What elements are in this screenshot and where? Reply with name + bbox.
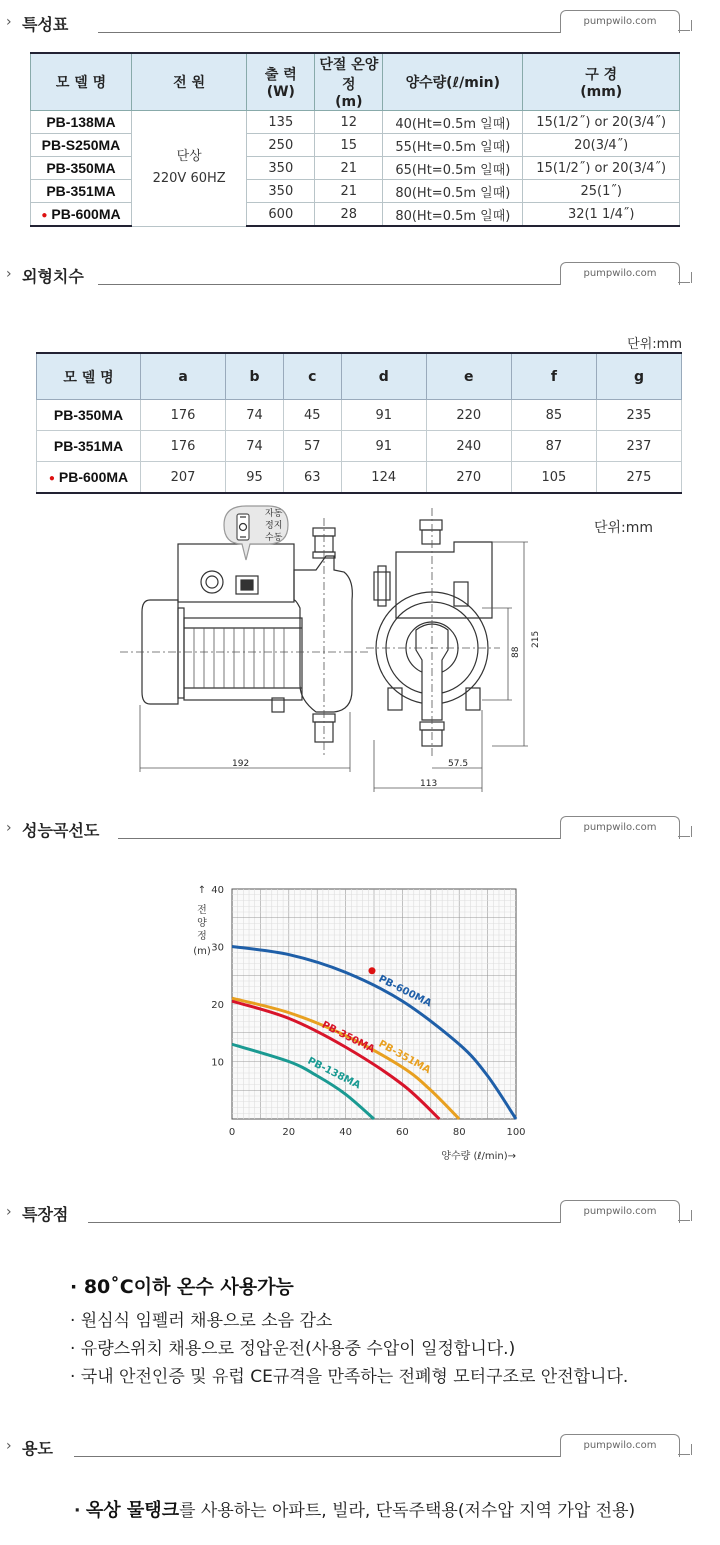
divider <box>88 1222 560 1223</box>
dim-192: 192 <box>232 759 250 769</box>
col-flow: 양수량(ℓ/min) <box>383 53 523 111</box>
table-row: ● PB-600MA 207 95 63 124 270 105 275 <box>37 462 682 494</box>
section-title: 특장점 <box>22 1205 69 1224</box>
y-tick-label: 10 <box>211 1057 224 1069</box>
spec-table <box>30 52 680 227</box>
usage-item: · 옥상 물탱크를 사용하는 아파트, 빌라, 단독주택용(저수압 지역 가압 전용) <box>74 1500 636 1521</box>
dim-113: 113 <box>420 779 438 789</box>
x-tick-label: 80 <box>452 1127 466 1138</box>
chart-grid <box>232 889 516 1119</box>
y-tick-label: 30 <box>211 942 224 954</box>
pump-drawing <box>120 500 560 800</box>
series-label: PB-600MA <box>376 973 434 1010</box>
chevron-right-icon: › <box>6 266 12 282</box>
feature-item: · 원심식 임펠러 채용으로 소음 감소 <box>70 1311 333 1331</box>
table-row: PB-350MA 176 74 45 91 220 85 235 <box>37 400 682 431</box>
y-axis-unit: (m) <box>193 946 211 957</box>
series-label: PB-138MA <box>305 1055 363 1092</box>
drawing-unit-label: 단위:mm <box>594 520 654 536</box>
performance-chart <box>180 875 540 1175</box>
y-axis-label: 전 <box>197 905 207 916</box>
feature-item: · 유량스위치 채용으로 정압운전(사용중 수압이 일정합니다.) <box>70 1339 516 1359</box>
section-title: 특성표 <box>22 15 69 34</box>
highlight-dot-icon: ● <box>48 473 55 484</box>
highlight-dot-icon: ● <box>41 210 48 221</box>
dim-57-5: 57.5 <box>448 759 469 769</box>
chevron-right-icon: › <box>6 820 12 836</box>
feature-item: · 국내 안전인증 및 유럽 CE규격을 만족하는 전폐형 모터구조로 안전합니다. <box>70 1367 629 1387</box>
divider <box>98 32 560 33</box>
section-title: 외형치수 <box>22 267 84 286</box>
x-tick-label: 40 <box>339 1127 352 1138</box>
y-tick-label: 20 <box>211 1000 224 1011</box>
site-tab: pumpwilo.com <box>560 1434 680 1457</box>
dimension-table: 모 델 명 a b c d e f g PB-350MA 176 74 45 91 220 85 235 PB-351MA 176 74 57 91 240 87 237 ● PB-600MA 207 95 63 124 270 105 275 <box>36 352 682 494</box>
section-header-features <box>0 1198 720 1228</box>
section-header-spec <box>0 8 720 38</box>
feature-item: · 80˚C이하 온수 사용가능 <box>70 1276 294 1298</box>
col-output: 출 력 (W) <box>247 53 315 111</box>
x-tick-label: 0 <box>228 1127 236 1138</box>
series-label: PB-351MA <box>376 1038 433 1077</box>
dim-88: 88 <box>511 646 521 658</box>
table-row: PB-138MA 단상 220V 60HZ 135 12 40(Ht=0.5m 일때) 15(1/2˝) or 20(3/4˝) <box>31 111 680 134</box>
x-tick-label: 20 <box>282 1127 296 1138</box>
table-row: PB-S250MA 250 15 55(Ht=0.5m 일때) 20(3/4˝) <box>31 134 680 157</box>
chevron-right-icon: › <box>6 1204 12 1220</box>
y-tick-label: 40 <box>211 885 224 896</box>
col-head: 단절 온양정 (m) <box>315 53 383 111</box>
y-axis-label: 양 <box>197 918 207 929</box>
site-tab: pumpwilo.com <box>560 10 680 33</box>
chevron-right-icon: › <box>6 14 12 30</box>
table-row: PB-351MA 176 74 57 91 240 87 237 <box>37 431 682 462</box>
col-model: 모 델 명 <box>31 53 132 111</box>
section-header-usage <box>0 1432 720 1462</box>
divider <box>118 838 560 839</box>
col-bore: 구 경 (mm) <box>523 53 680 111</box>
section-title: 용도 <box>22 1439 53 1458</box>
divider <box>98 284 560 285</box>
switch-label-auto: 자동 <box>265 509 283 519</box>
table-row: PB-350MA 350 21 65(Ht=0.5m 일때) 15(1/2˝) or 20(3/4˝) <box>31 157 680 180</box>
x-axis-label: 양수량 (ℓ/min)→ <box>441 1151 516 1162</box>
site-tab: pumpwilo.com <box>560 262 680 285</box>
y-axis-arrow: ↑ <box>197 885 207 896</box>
power-cell: 단상 220V 60HZ <box>131 111 246 227</box>
switch-label-stop: 정지 <box>265 521 283 531</box>
highlight-dot-icon <box>369 967 376 974</box>
series-label: PB-350MA <box>319 1019 377 1056</box>
table-row: PB-351MA 350 21 80(Ht=0.5m 일때) 25(1˝) <box>31 180 680 203</box>
site-tab: pumpwilo.com <box>560 1200 680 1223</box>
unit-label: 단위:mm <box>627 337 682 352</box>
y-axis-label: 정 <box>197 931 207 942</box>
x-tick-label: 60 <box>396 1127 409 1138</box>
switch-label-manual: 수동 <box>265 533 283 543</box>
dim-215: 215 <box>531 630 541 648</box>
col-power: 전 원 <box>131 53 246 111</box>
section-header-dimension <box>0 260 720 290</box>
site-tab: pumpwilo.com <box>560 816 680 839</box>
section-title: 성능곡선도 <box>22 821 100 840</box>
chevron-right-icon: › <box>6 1438 12 1454</box>
section-header-curve <box>0 814 720 844</box>
divider <box>74 1456 560 1457</box>
table-row: ● PB-600MA 600 28 80(Ht=0.5m 일때) 32(1 1/4˝) <box>31 203 680 227</box>
x-tick-label: 100 <box>506 1127 526 1138</box>
